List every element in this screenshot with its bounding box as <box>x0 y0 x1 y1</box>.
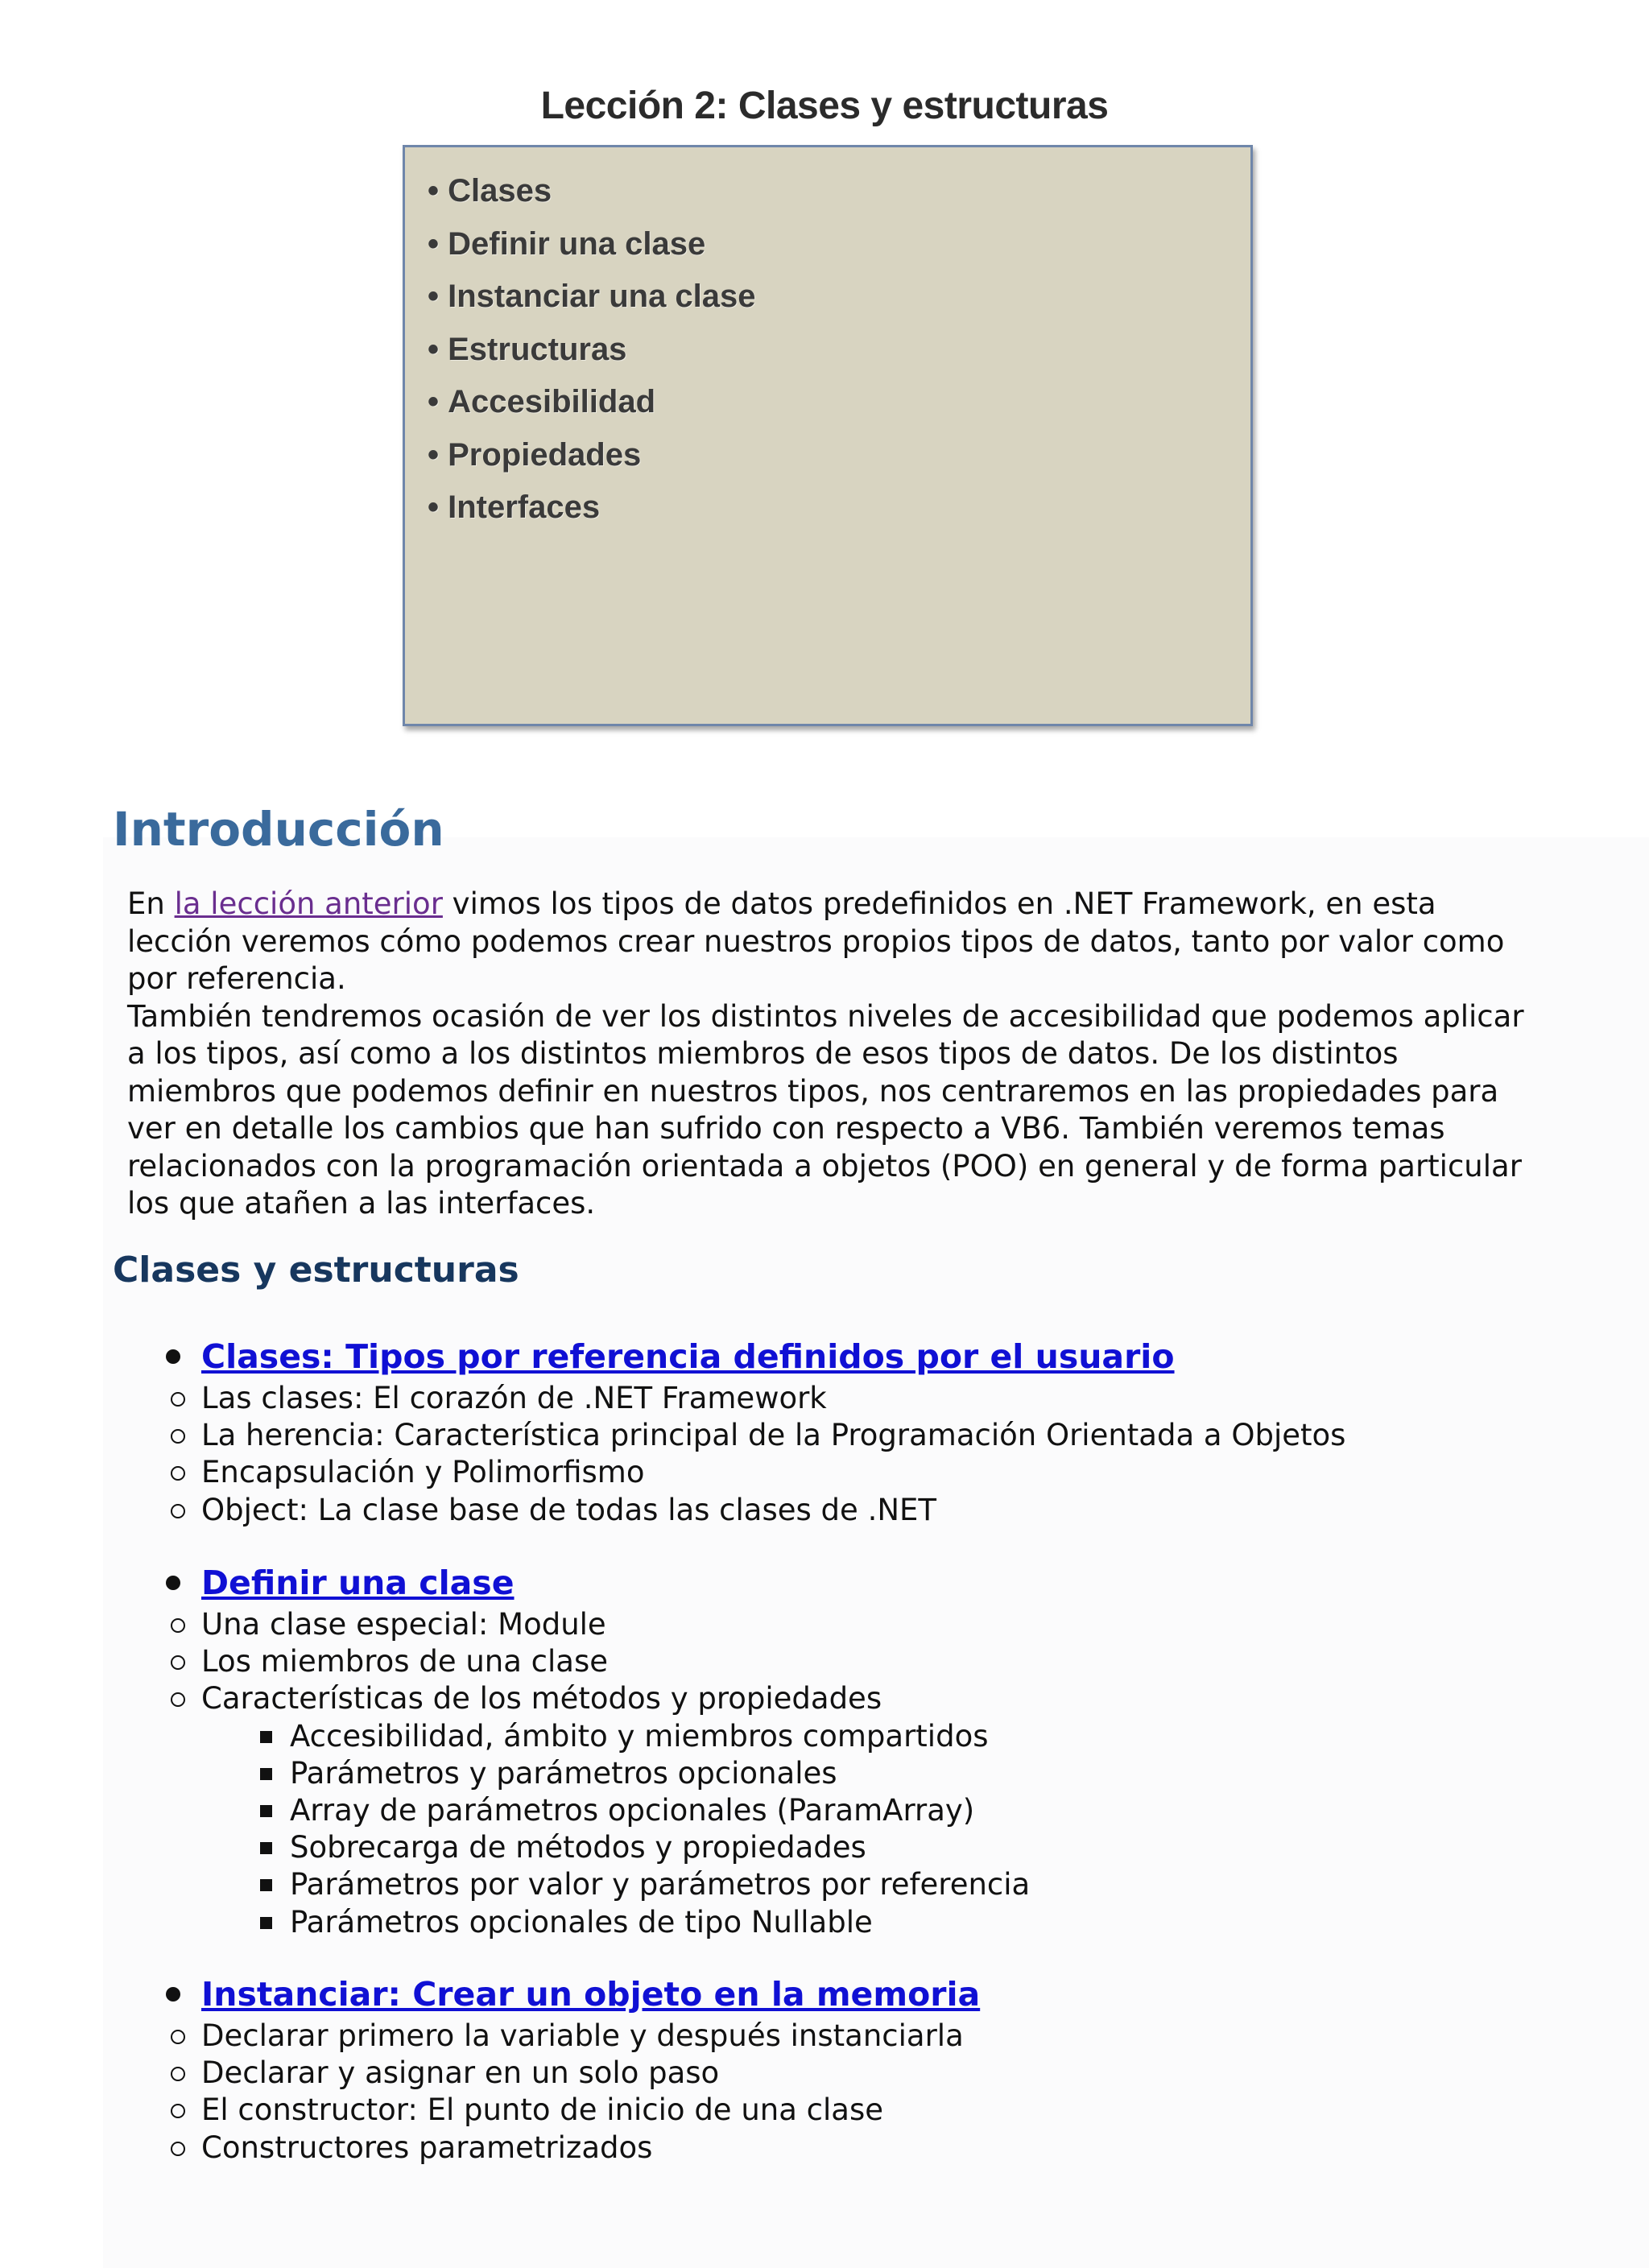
section-sublist <box>113 1606 1030 1718</box>
list-item <box>113 1606 1030 1643</box>
list-item-label: Características de los métodos y propiedades <box>201 1681 882 1716</box>
section-subsublist <box>113 1718 1030 1941</box>
square-bullet-icon <box>260 1731 272 1743</box>
circle-bullet-icon <box>171 1504 185 1518</box>
section-link-clases[interactable]: Clases: Tipos por referencia definidos por el usuario <box>201 1337 1175 1376</box>
circle-bullet-icon <box>171 1466 185 1481</box>
list-item-label: Parámetros por valor y parámetros por referencia <box>290 1867 1031 1902</box>
slide-item: • Clases <box>428 170 756 223</box>
list-item-label: La herencia: Característica principal de la Programación Orientada a Objetos <box>201 1418 1346 1453</box>
list-item <box>113 1643 1030 1680</box>
list-item <box>113 1718 1030 1755</box>
section-link-instanciar[interactable]: Instanciar: Crear un objeto en la memoria <box>201 1975 981 2014</box>
list-item-label: Una clase especial: Module <box>201 1607 606 1642</box>
list-item-label: Sobrecarga de métodos y propiedades <box>290 1830 866 1865</box>
section-link-definir[interactable]: Definir una clase <box>201 1564 515 1602</box>
previous-lesson-link[interactable]: la lección anterior <box>174 886 443 921</box>
list-item-label: Declarar primero la variable y después instanciarla <box>201 2018 964 2053</box>
list-item <box>113 1829 1030 1866</box>
slide-title: Lección 2: Clases y estructuras <box>540 85 1109 127</box>
list-item <box>113 2018 980 2055</box>
circle-bullet-icon <box>171 1429 185 1444</box>
list-item-label: Encapsulación y Polimorfismo <box>201 1455 645 1490</box>
list-item-label: El constructor: El punto de inicio de una clase <box>201 2092 884 2128</box>
list-item-label: Las clases: El corazón de .NET Framework <box>201 1381 827 1415</box>
square-bullet-icon <box>260 1917 272 1929</box>
slide-item: • Propiedades <box>428 434 756 487</box>
slide-item: • Estructuras <box>428 328 756 382</box>
slide-item: • Instanciar una clase <box>428 275 756 328</box>
toc-section <box>201 1560 1030 1941</box>
slide-item: • Accesibilidad <box>428 381 756 434</box>
slide-item: • Definir una clase <box>428 223 756 276</box>
slide-bullet-list <box>428 170 756 539</box>
list-item <box>113 2092 980 2129</box>
circle-bullet-icon <box>171 2104 185 2118</box>
circle-bullet-icon <box>171 1392 185 1407</box>
square-bullet-icon <box>260 1842 272 1854</box>
list-item-label: Los miembros de una clase <box>201 1644 609 1679</box>
circle-bullet-icon <box>171 2030 185 2044</box>
list-item-label: Accesibilidad, ámbito y miembros compartidos <box>290 1718 989 1754</box>
list-item-label: Declarar y asignar en un solo paso <box>201 2055 720 2091</box>
section-sublist <box>113 2018 980 2167</box>
disc-bullet-icon <box>166 1349 180 1364</box>
list-item <box>113 2055 980 2092</box>
circle-bullet-icon <box>171 2067 185 2081</box>
intro-text <box>127 886 1528 1223</box>
list-item <box>113 1904 1030 1941</box>
list-item <box>113 1755 1030 1792</box>
disc-bullet-icon <box>166 1987 180 2002</box>
list-item-label: Constructores parametrizados <box>201 2130 653 2165</box>
section-sublist <box>113 1380 1345 1529</box>
list-item <box>113 1792 1030 1829</box>
circle-bullet-icon <box>171 2142 185 2156</box>
circle-bullet-icon <box>171 1655 185 1670</box>
list-item <box>113 1492 1345 1529</box>
square-bullet-icon <box>260 1879 272 1891</box>
slide-image <box>403 145 1253 726</box>
list-item <box>113 1680 1030 1717</box>
list-item-label: Parámetros opcionales de tipo Nullable <box>290 1904 873 1940</box>
intro-text-p1: vimos los tipos de datos predefinidos en .NET Framework, en esta lección veremos cómo podemos crear nuestros propios tipos de datos, tanto por valor como por referencia. <box>127 886 1505 996</box>
list-item-label: Array de parámetros opcionales (ParamArray) <box>290 1792 975 1828</box>
list-item <box>113 1866 1030 1903</box>
toc-section <box>201 1971 980 2167</box>
square-bullet-icon <box>260 1768 272 1780</box>
slide-item: • Interfaces <box>428 486 756 539</box>
toc-section <box>201 1333 1345 1529</box>
circle-bullet-icon <box>171 1618 185 1633</box>
circle-bullet-icon <box>171 1692 185 1707</box>
intro-heading: Introducción <box>113 802 444 857</box>
list-item <box>113 1454 1345 1491</box>
disc-bullet-icon <box>166 1576 180 1590</box>
square-bullet-icon <box>260 1805 272 1817</box>
toc-heading: Clases y estructuras <box>113 1250 519 1291</box>
list-item-label: Object: La clase base de todas las clases de .NET <box>201 1492 936 1527</box>
intro-text-p2: También tendremos ocasión de ver los distintos niveles de accesibilidad que podemos aplicar a los tipos, así como a los distintos miembros de esos tipos de datos. De los distintos miembros que podemos definir en nuestros tipos, nos centraremos en las propiedades para ver en detalle los cambios que han sufrido con respecto a VB6. También veremos temas relacionados con la programación orientada a objetos (POO) en general y de forma particular los que atañen a las interfaces. <box>127 998 1524 1221</box>
list-item <box>113 2130 980 2167</box>
list-item <box>113 1417 1345 1454</box>
intro-text-prefix: En <box>127 886 175 921</box>
list-item-label: Parámetros y parámetros opcionales <box>290 1755 837 1791</box>
list-item <box>113 1380 1345 1417</box>
